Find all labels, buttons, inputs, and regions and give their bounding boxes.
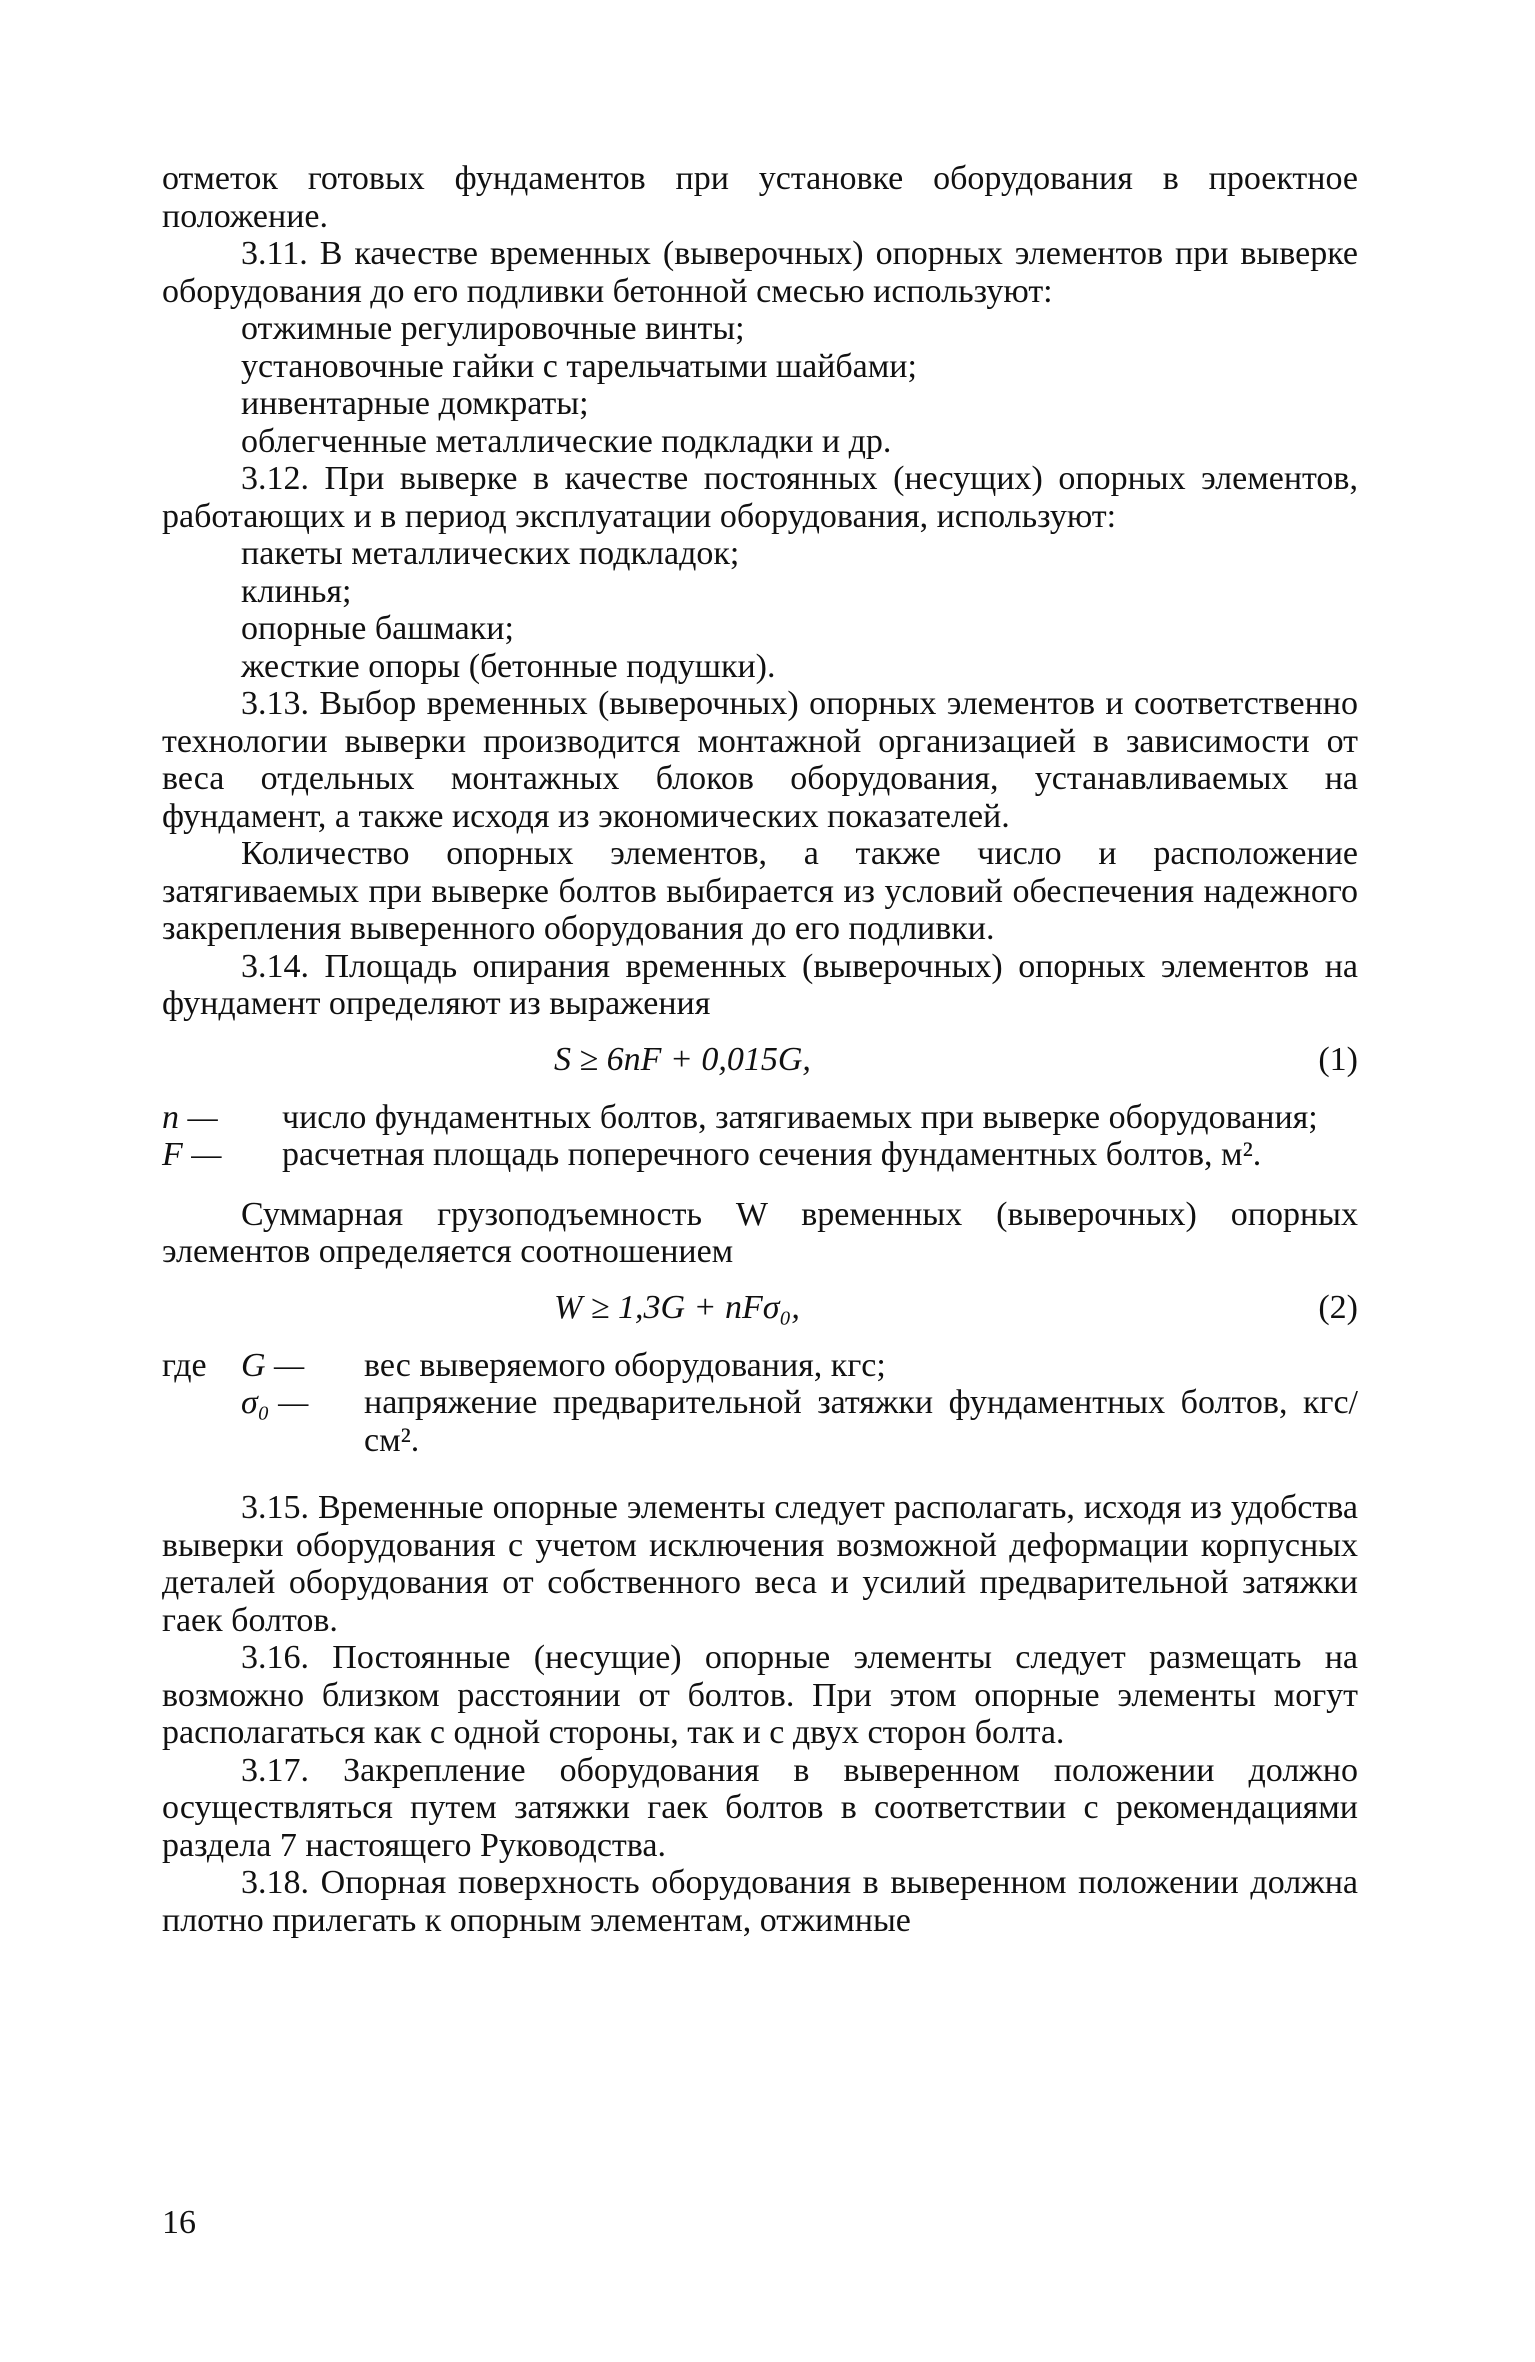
definition-symbol: G — <box>241 1346 305 1384</box>
section-3-11: 3.11. В качестве временных (выверочных) опорных элементов при выверке оборудования до его подливки бетонной смесью используют: <box>162 235 1358 310</box>
definition-g <box>162 1347 1358 1385</box>
definition-n <box>162 1099 1358 1137</box>
formula-1-number: (1) <box>1318 1040 1358 1078</box>
formula-1 <box>162 1031 1358 1091</box>
definition-text: вес выверяемого оборудования, кгс; <box>364 1346 886 1384</box>
definition-symbol: σ₀ — <box>241 1384 309 1421</box>
section-3-18: 3.18. Опорная поверхность оборудования в выверенном положении должна плотно прилегать к опорным элементам, отжимные <box>162 1864 1358 1939</box>
definition-symbol: F — <box>162 1136 222 1173</box>
list-item: установочные гайки с тарельчатыми шайбами; <box>241 347 917 385</box>
intro-paragraph: отметок готовых фундаментов при установке оборудования в проектное положение. <box>162 160 1358 235</box>
definition-symbol: n — <box>162 1098 218 1136</box>
list-item: опорные башмаки; <box>241 610 514 647</box>
page-number: 16 <box>162 2204 196 2241</box>
section-3-14: 3.14. Площадь опирания временных (выверочных) опорных элементов на фундамент определяют из выражения <box>162 947 1358 1022</box>
formula-2-expression: W ≥ 1,3G + nFσ₀, <box>554 1288 800 1326</box>
section-3-13-continued: Количество опорных элементов, а также число и расположение затягиваемых при выверке болтов выбирается из условий обеспечения надежного закрепления выверенного оборудования до его подливки. <box>162 835 1358 947</box>
list-item: облегченные металлические подкладки и др. <box>241 422 892 460</box>
load-capacity-paragraph: Суммарная грузоподъемность W временных (выверочных) опорных элементов определяется соотношением <box>162 1195 1358 1270</box>
where-label: где <box>162 1346 207 1384</box>
definition-f <box>162 1136 1358 1174</box>
list-item: клинья; <box>241 572 352 610</box>
formula-2 <box>162 1279 1358 1339</box>
list-item: инвентарные домкраты; <box>241 385 589 422</box>
formula-2-number: (2) <box>1318 1288 1358 1326</box>
section-3-16: 3.16. Постоянные (несущие) опорные элементы следует размещать на возможно близком расстоянии от болтов. При этом опорные элементы могут располагаться как с одной стороны, так и с двух сторон болта. <box>162 1639 1358 1751</box>
section-3-13: 3.13. Выбор временных (выверочных) опорных элементов и соответственно технологии выверки производится монтажной организацией в зависимости от веса отдельных монтажных блоков оборудования, устанавливаемых на фундамент, а также исходя из экономических показателей. <box>162 685 1358 835</box>
formula-1-expression: S ≥ 6nF + 0,015G, <box>554 1040 811 1078</box>
text-column <box>162 160 1358 1939</box>
definition-text: расчетная площадь поперечного сечения фундаментных болтов, м². <box>282 1136 1262 1173</box>
section-3-12: 3.12. При выверке в качестве постоянных (несущих) опорных элементов, работающих и в период эксплуатации оборудования, используют: <box>162 460 1358 535</box>
list-item: отжимные регулировочные винты; <box>241 310 745 347</box>
list-item: пакеты металлических подкладок; <box>241 535 740 572</box>
definition-text: напряжение предварительной затяжки фундаментных болтов, кгс/см². <box>364 1384 1358 1459</box>
section-3-15: 3.15. Временные опорные элементы следует располагать, исходя из удобства выверки оборудования с учетом исключения возможной деформации корпусных деталей оборудования от собственного веса и усилий предварительной затяжки гаек болтов. <box>162 1489 1358 1639</box>
definition-sigma <box>162 1384 1358 1459</box>
section-3-17: 3.17. Закрепление оборудования в выверенном положении должно осуществляться путем затяжки гаек болтов в соответствии с рекомендациями раздела 7 настоящего Руководства. <box>162 1751 1358 1864</box>
definition-text: число фундаментных болтов, затягиваемых при выверке оборудования; <box>282 1098 1318 1136</box>
list-item: жесткие опоры (бетонные подушки). <box>241 647 776 685</box>
